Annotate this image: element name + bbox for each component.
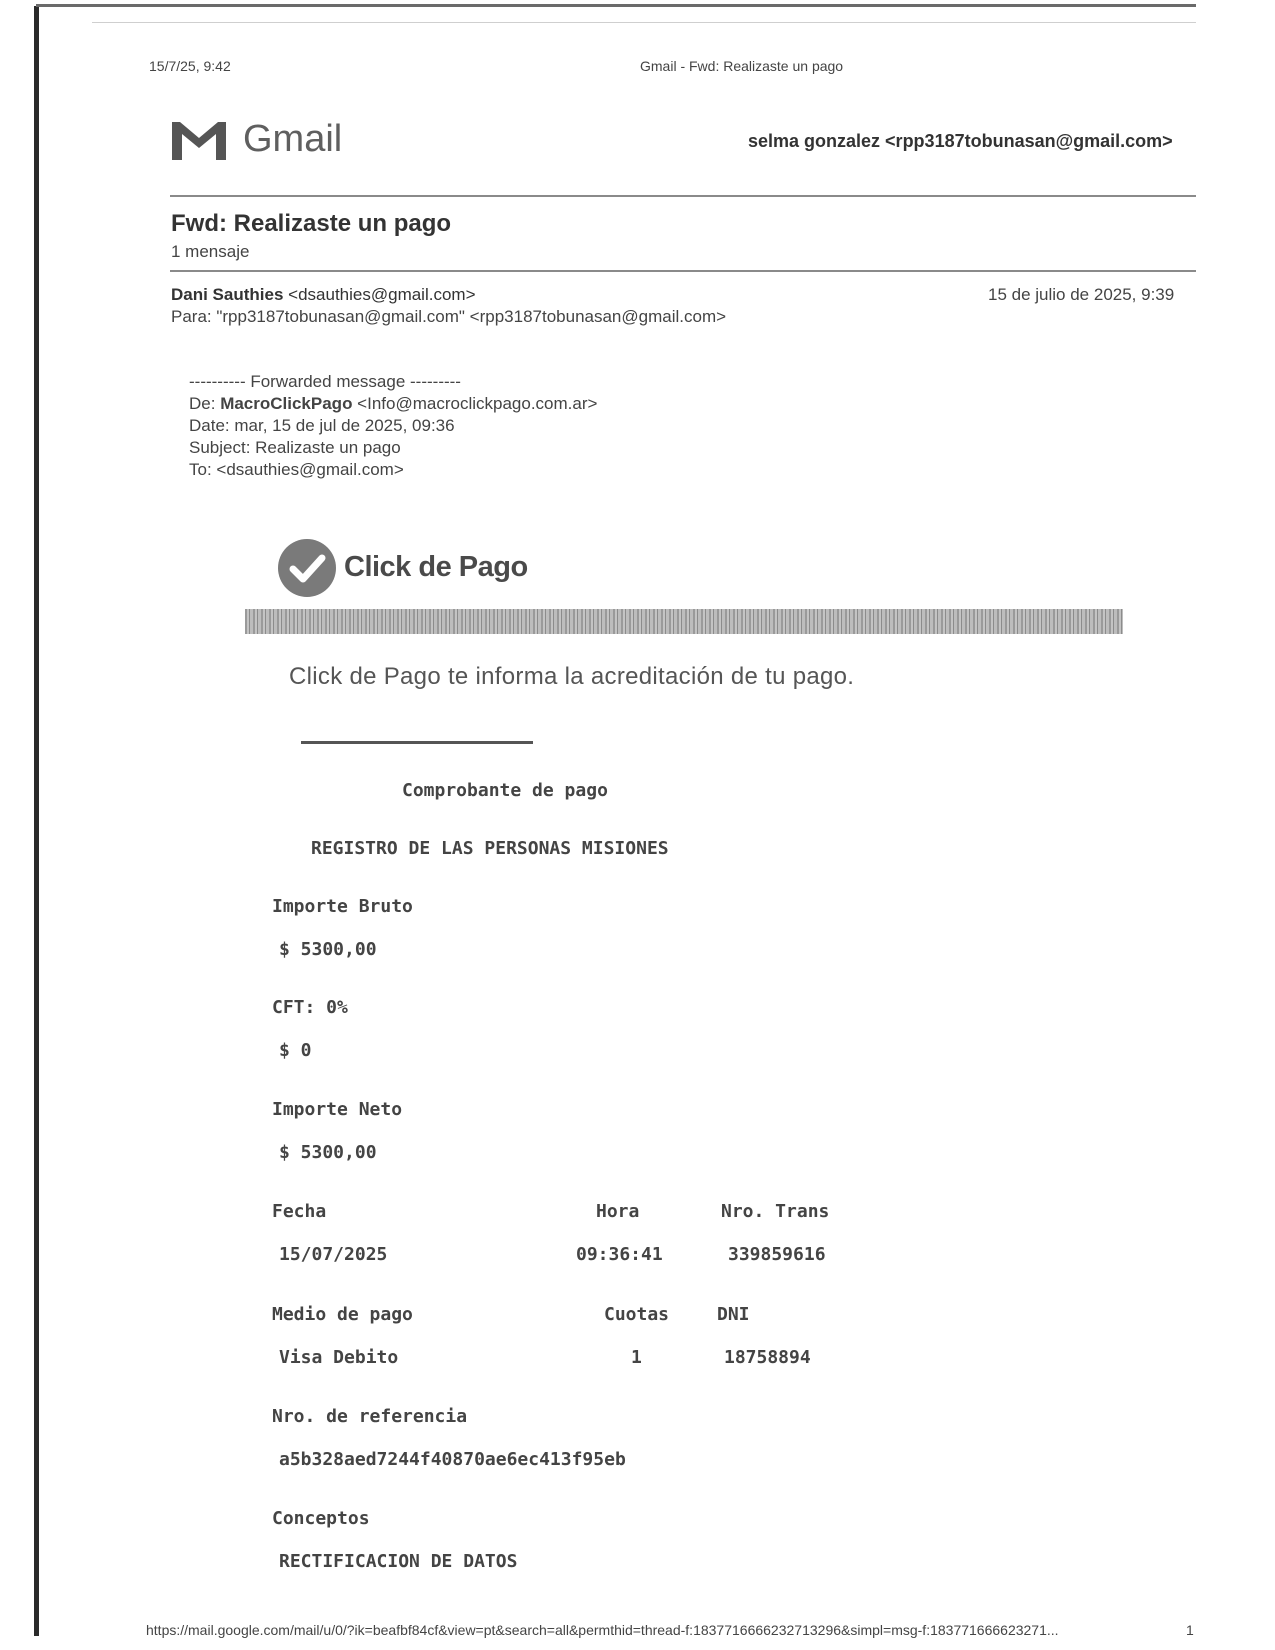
scan-edge-top: [36, 4, 1196, 7]
banner-bar: [245, 609, 1123, 634]
message-count: 1 mensaje: [171, 242, 250, 261]
checkmark-icon: [278, 539, 336, 597]
reference-value: a5b328aed7244f40870ae6ec413f95eb: [279, 1449, 626, 1470]
account-owner: selma gonzalez <rpp3187tobunasan@gmail.com>: [748, 131, 1173, 151]
method-label: Medio de pago: [272, 1304, 413, 1325]
cft-value: $ 0: [279, 1040, 312, 1061]
cft-label: CFT: 0%: [272, 997, 348, 1018]
forward-from-email: <Info@macroclickpago.com.ar>: [352, 394, 598, 413]
trans-value: 339859616: [728, 1244, 826, 1265]
forward-to: To: <dsauthies@gmail.com>: [189, 460, 404, 479]
sender-email: <dsauthies@gmail.com>: [288, 285, 476, 304]
print-datetime: 15/7/25, 9:42: [149, 58, 231, 74]
click-de-pago-brand: Click de Pago: [344, 551, 528, 583]
date-label: Fecha: [272, 1201, 327, 1222]
reference-label: Nro. de referencia: [272, 1406, 468, 1427]
time-label: Hora: [596, 1201, 640, 1222]
forward-from-label: De:: [189, 394, 221, 413]
time-value: 09:36:41: [576, 1244, 663, 1265]
print-url: https://mail.google.com/mail/u/0/?ik=beafbf84cf&view=pt&search=all&permthid=thread-f:1837716666232713296&simpl=msg-f:183771666623271...: [146, 1622, 1059, 1638]
message-date: 15 de julio de 2025, 9:39: [988, 285, 1175, 304]
sender: [171, 285, 476, 305]
installments-value: 1: [631, 1347, 642, 1368]
gmail-brand: Gmail: [243, 118, 343, 160]
dni-label: DNI: [717, 1304, 750, 1325]
dni-value: 18758894: [724, 1347, 811, 1368]
installments-label: Cuotas: [604, 1304, 670, 1325]
forward-separator: ---------- Forwarded message ---------: [189, 372, 461, 391]
receipt-title: Comprobante de pago: [402, 780, 608, 801]
header-divider: [170, 195, 1196, 197]
forward-date: Date: mar, 15 de jul de 2025, 09:36: [189, 416, 455, 435]
print-title: Gmail - Fwd: Realizaste un pago: [640, 58, 844, 74]
sender-name: Dani Sauthies: [171, 285, 284, 304]
scan-edge-top-faint: [92, 22, 1196, 23]
scan-edge-left: [34, 6, 39, 1636]
net-value: $ 5300,00: [279, 1142, 377, 1163]
intro-divider: [301, 741, 533, 744]
gross-value: $ 5300,00: [279, 939, 377, 960]
concepts-label: Conceptos: [272, 1508, 370, 1529]
concepts-value: RECTIFICACION DE DATOS: [279, 1551, 518, 1572]
forward-from-name: MacroClickPago: [220, 394, 353, 413]
gross-label: Importe Bruto: [272, 896, 413, 917]
net-label: Importe Neto: [272, 1099, 403, 1120]
thread-divider: [170, 270, 1196, 272]
receipt-entity: REGISTRO DE LAS PERSONAS MISIONES: [311, 838, 669, 859]
forward-subject: Subject: Realizaste un pago: [189, 438, 401, 457]
trans-label: Nro. Trans: [721, 1201, 830, 1222]
thread-subject: Fwd: Realizaste un pago: [171, 210, 452, 237]
recipient: Para: "rpp3187tobunasan@gmail.com" <rpp3187tobunasan@gmail.com>: [171, 307, 727, 326]
gmail-logo-icon: [170, 118, 228, 162]
intro-text: Click de Pago te informa la acreditación de tu pago.: [289, 663, 855, 690]
forward-from: [189, 394, 597, 414]
page-number: 1: [1186, 1622, 1194, 1638]
method-value: Visa Debito: [279, 1347, 399, 1368]
date-value: 15/07/2025: [279, 1244, 388, 1265]
